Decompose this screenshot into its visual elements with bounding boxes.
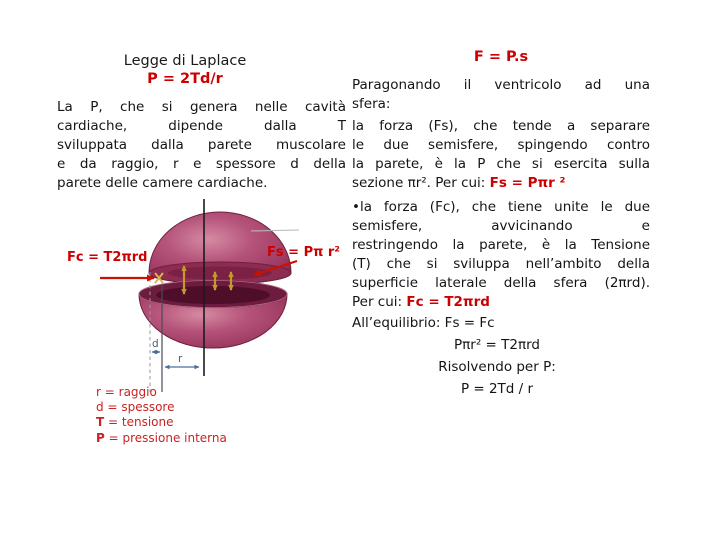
fc-paragraph-line: [352, 293, 650, 312]
intro-line: Paragonando il ventricolo ad una: [352, 77, 650, 93]
heart-sphere-diagram: [58, 196, 350, 400]
force-formula: F = P.s: [473, 49, 529, 65]
fc-paragraph-line: restringendo la parete, è la Tensione: [352, 237, 650, 253]
fs-diagram-label: Fs = Pπ r²: [267, 245, 341, 260]
legend-key: r: [96, 385, 101, 399]
equilibrium-equation: Pπr² = T2πrd: [454, 337, 540, 353]
left-paragraph-line: e da raggio, r e spessore d della: [57, 155, 346, 172]
left-paragraph-line: parete delle camere cardiache.: [57, 174, 268, 191]
fc-paragraph-line: semisfere, avvicinando e: [352, 218, 650, 234]
legend-line-t: [96, 415, 227, 430]
bottom-hemisphere: [139, 281, 287, 349]
fc-paragraph-line: (T) che si sviluppa nell’ambito della: [352, 256, 650, 272]
legend-line-d: [96, 400, 227, 415]
legend-key: T: [96, 415, 105, 430]
fs-tail-text: sezione πr². Per cui:: [352, 175, 490, 191]
fc-inline-formula: Fc = T2πrd: [406, 294, 490, 310]
fs-paragraph-line: la forza (Fs), che tende a separare: [352, 118, 650, 134]
intro-line: sfera:: [352, 96, 391, 112]
fc-paragraph: [352, 198, 650, 312]
final-formula: P = 2Td / r: [460, 381, 534, 397]
fc-diagram-label: Fc = T2πrd: [67, 250, 148, 265]
slide-title: Legge di Laplace: [123, 53, 247, 69]
fc-paragraph-line: •la forza (Fc), che tiene unite le due: [352, 199, 650, 215]
right-column: [352, 49, 650, 399]
fs-inline-formula: Fs = Pπr ²: [489, 175, 566, 191]
legend: [96, 385, 227, 446]
d-measure-label: d: [152, 338, 159, 350]
left-paragraph: [57, 98, 346, 193]
intro-paragraph: [352, 76, 650, 114]
equilibrium-line: All’equilibrio: Fs = Fc: [352, 315, 495, 331]
r-measure-label: r: [178, 353, 183, 365]
legend-text: = tensione: [108, 415, 174, 430]
left-paragraph-line: sviluppata dalla parete muscolare: [57, 136, 346, 153]
legend-key: P: [96, 430, 105, 445]
legend-text: = spessore: [107, 400, 175, 415]
equilibrium-block: [352, 314, 650, 399]
legend-text: = raggio: [104, 385, 157, 399]
solve-for-p-label: Risolvendo per P:: [438, 359, 556, 375]
left-paragraph-line: La P, che si genera nelle cavità: [57, 99, 346, 115]
fs-paragraph-line: le due semisfere, spingendo contro: [352, 137, 650, 153]
fs-paragraph: [352, 117, 650, 193]
legend-text: = pressione interna: [108, 430, 227, 445]
fc-paragraph-line: superficie laterale della sfera (2πrd).: [352, 275, 650, 291]
fs-paragraph-line: la parete, è la P che si esercita sulla: [352, 156, 650, 172]
legend-line-p: [96, 431, 227, 446]
fc-tail-text: Per cui:: [352, 294, 407, 310]
fs-paragraph-line: [352, 174, 650, 193]
legend-line-r: [96, 385, 227, 400]
left-paragraph-line: cardiache, dipende dalla T: [57, 117, 346, 134]
laplace-main-formula: P = 2Td/r: [147, 71, 223, 87]
legend-key: d: [96, 400, 104, 415]
